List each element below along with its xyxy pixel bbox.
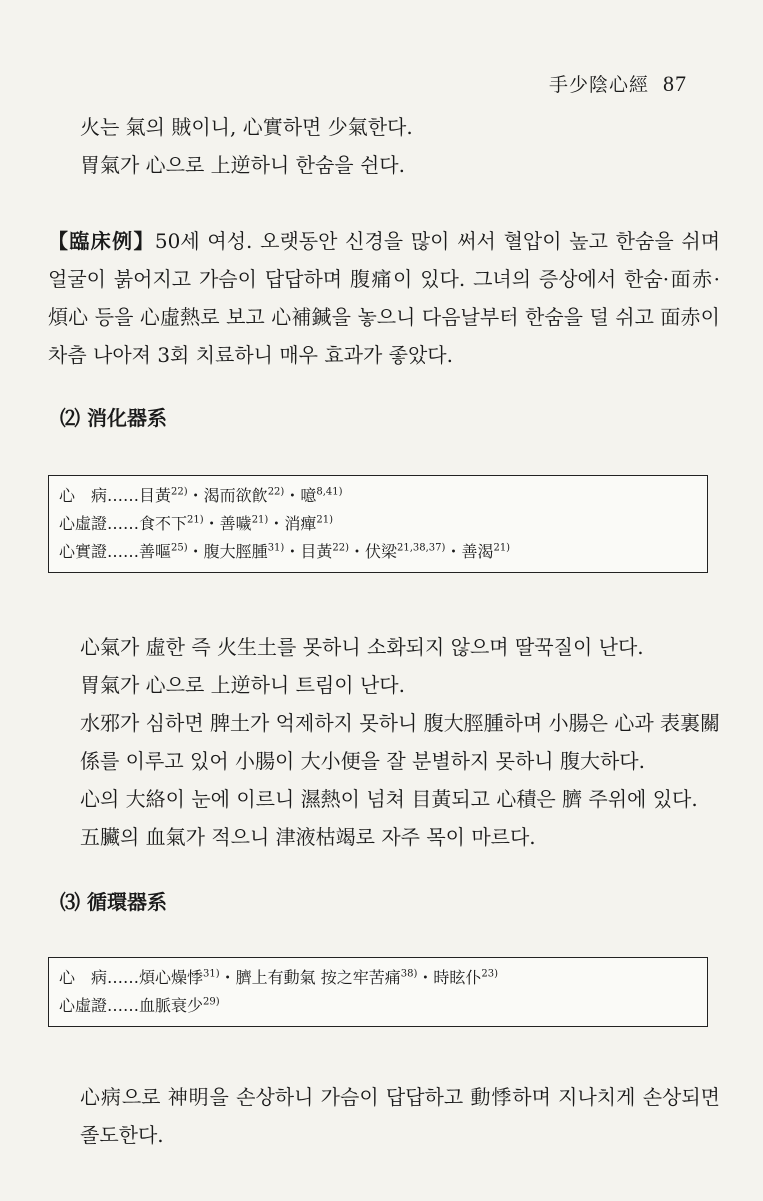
symptom: 煩心燥悸 [139, 968, 204, 987]
citation: 22) [171, 486, 188, 498]
symptom: 食不下 [139, 514, 188, 533]
section-heading-circulatory: ⑶ 循環器系 [60, 890, 167, 914]
symptom: ・時眩仆 [417, 968, 482, 987]
symptom: 血脈衰少 [139, 996, 204, 1015]
text-line: 心病으로 神明을 손상하니 가슴이 답답하고 動悸하며 지나치게 손상되면 졸도한다. [80, 1085, 720, 1147]
text-line: 胃氣가 心으로 上逆하니 트림이 난다. [80, 673, 405, 697]
symptom: ・渴而欲飮 [187, 486, 268, 505]
citation: 23) [481, 968, 499, 980]
symptom-box-digestive [48, 475, 708, 573]
citation: 38) [400, 968, 418, 980]
citation: 21) [493, 542, 511, 554]
clinical-example [48, 222, 720, 374]
section-heading-digestive: ⑵ 消化器系 [60, 406, 167, 430]
symptom-row [59, 510, 697, 538]
symptom: ・善渴 [445, 542, 494, 561]
chapter-title: 手少陰心經 [548, 74, 649, 96]
clinical-example-text: 50세 여성. 오랫동안 신경을 많이 써서 혈압이 높고 한숨을 쉬며 얼굴이 붉어지고 가슴이 답답하며 腹痛이 있다. 그녀의 증상에서 한숨·面赤·煩心 등을 心虛熱로 보고 心補鍼을 놓으니 다음날부터 한숨을 덜 쉬고 面赤이 차츰 나아져 3회 치료하니 매우 효과가 좋았다. [48, 229, 721, 367]
symptom: ・善噦 [203, 514, 252, 533]
symptom-row [59, 964, 697, 992]
citation: 29) [203, 996, 220, 1008]
symptom: ・臍上有動氣 按之牢苦痛 [219, 968, 401, 987]
symptom: 目黃 [139, 486, 172, 505]
citation: 31) [203, 968, 220, 980]
symptom: 善嘔 [139, 542, 172, 561]
row-label: 心 病…… [59, 968, 140, 987]
text-line: 水邪가 심하면 脾土가 억제하지 못하니 腹大脛腫하며 小腸은 心과 表裏關係를 이루고 있어 小腸이 大小便을 잘 분별하지 못하니 腹大하다. [80, 711, 720, 773]
text-line: 心氣가 虛한 즉 火生土를 못하니 소화되지 않으며 딸꾹질이 난다. [80, 635, 644, 659]
text-line: 五臟의 血氣가 적으니 津液枯竭로 자주 목이 마르다. [80, 825, 536, 849]
symptom: ・消癉 [268, 514, 317, 533]
row-label: 心實證…… [59, 542, 140, 561]
citation: 31) [267, 542, 285, 554]
citation: 8,41) [316, 486, 343, 498]
row-label: 心 病…… [59, 486, 140, 505]
symptom: ・伏梁 [348, 542, 397, 561]
symptom: ・噫 [284, 486, 317, 505]
symptom-box-circulatory [48, 957, 708, 1027]
text-line: 胃氣가 心으로 上逆하니 한숨을 쉰다. [80, 153, 405, 177]
symptom-row [59, 482, 697, 510]
page-number: 87 [663, 71, 687, 96]
citation: 21,38,37) [397, 542, 446, 554]
citation: 25) [171, 542, 188, 554]
intro-paragraph [80, 108, 720, 184]
citation: 22) [267, 486, 285, 498]
symptom: ・目黃 [284, 542, 333, 561]
symptom: ・腹大脛腫 [187, 542, 268, 561]
citation: 21) [251, 514, 269, 526]
citation: 21) [316, 514, 333, 526]
citation: 21) [187, 514, 204, 526]
text-line: 火는 氣의 賊이니, 心實하면 少氣한다. [80, 115, 413, 139]
text-line: 心의 大絡이 눈에 이르니 濕熱이 넘쳐 目黃되고 心積은 臍 주위에 있다. [80, 787, 698, 811]
running-header [549, 70, 687, 97]
circulatory-explanation [48, 1078, 720, 1154]
row-label: 心虛證…… [59, 996, 140, 1015]
citation: 22) [332, 542, 349, 554]
digestive-explanation [48, 628, 720, 856]
clinical-example-label: 【臨床例】 [48, 229, 155, 253]
symptom-row [59, 992, 697, 1020]
symptom-row [59, 538, 697, 566]
row-label: 心虛證…… [59, 514, 140, 533]
